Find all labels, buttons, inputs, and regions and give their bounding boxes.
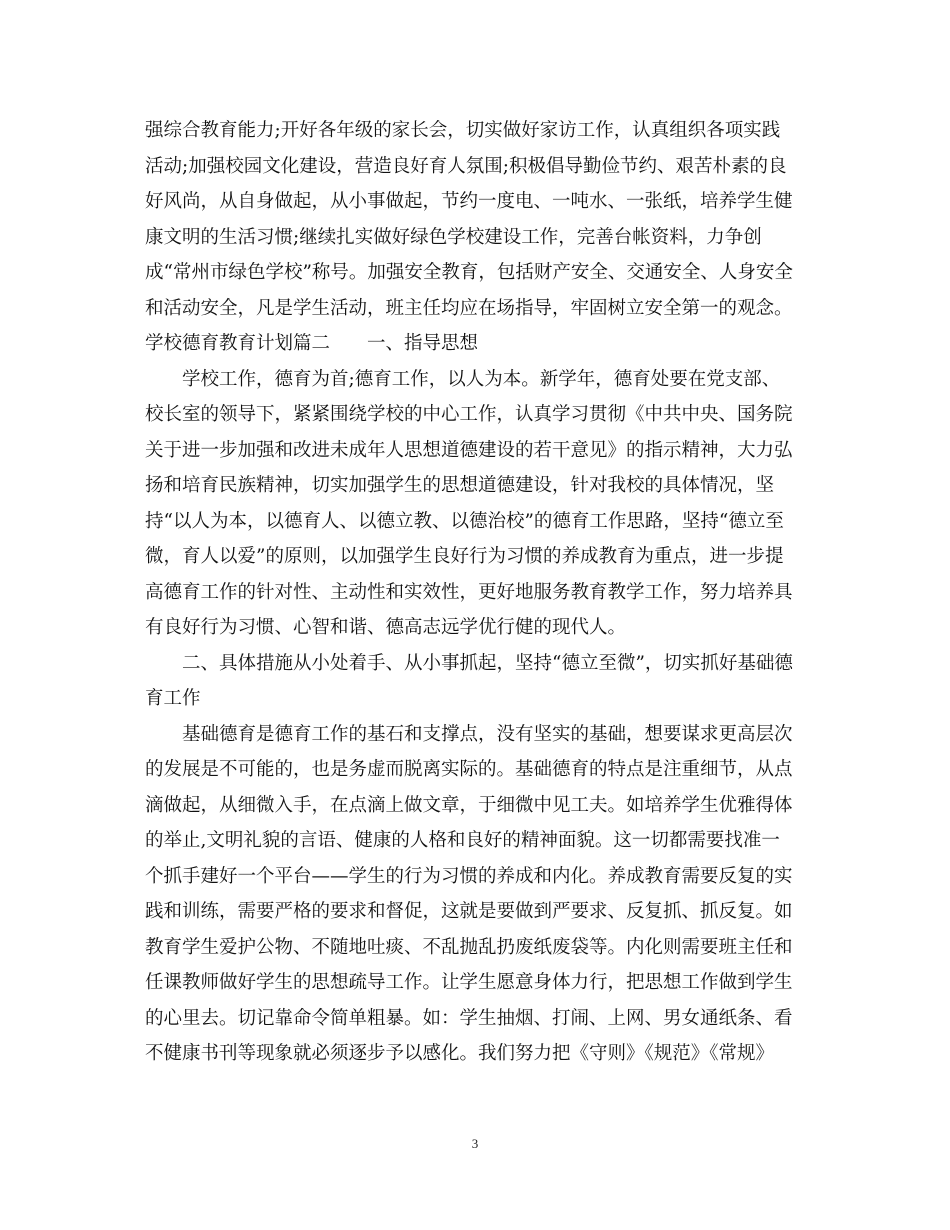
text-line: 关于进一步加强和改进未成年人思想道德建设的若干意见》的指示精神，大力弘 bbox=[145, 439, 793, 461]
text-line: 高德育工作的针对性、主动性和实效性，更好地服务教育教学工作，努力培养具 bbox=[145, 581, 793, 603]
document-body bbox=[145, 113, 805, 1072]
text-line: 活动;加强校园文化建设，营造良好育人氛围;积极倡导勤俭节约、艰苦朴素的良 bbox=[145, 155, 787, 177]
text-line: 个抓手建好一个平台——学生的行为习惯的养成和内化。养成教育需要反复的实 bbox=[145, 865, 793, 887]
text-line: 强综合教育能力;开好各年级的家长会，切实做好家访工作，认真组织各项实践 bbox=[145, 120, 781, 141]
text-line: 的心里去。切记靠命令简单粗暴。如：学生抽烟、打闹、上网、男女通纸条、看 bbox=[145, 1007, 793, 1029]
text-line: 好风尚，从自身做起，从小事做起，节约一度电、一吨水、一张纸，培养学生健 bbox=[145, 191, 793, 212]
page-number: 3 bbox=[471, 1136, 479, 1151]
text-line: 和活动安全，凡是学生活动，班主任均应在场指导，牢固树立安全第一的观念。 bbox=[145, 297, 793, 319]
text-line: 有良好行为习惯、心智和谐、德高志远学优行健的现代人。 bbox=[145, 617, 627, 638]
text-line: 持“以人为本，以德育人、以德立教、以德治校”的德育工作思路，坚持“德立至 bbox=[145, 510, 784, 532]
text-line: 育工作 bbox=[145, 688, 201, 709]
text-line: 基础德育是德育工作的基石和支撑点，没有坚实的基础，想要谋求更高层次 bbox=[182, 723, 793, 745]
text-line: 滴做起，从细微入手，在点滴上做文章，于细微中见工夫。如培养学生优雅得体 bbox=[145, 794, 793, 816]
text-line: 学校工作，德育为首;德育工作，以人为本。新学年，德育处要在党支部、 bbox=[182, 368, 781, 390]
text-line: 教育学生爱护公物、不随地吐痰、不乱抛乱扔废纸废袋等。内化则需要班主任和 bbox=[145, 936, 793, 958]
text-line: 的发展是不可能的，也是务虚而脱离实际的。基础德育的特点是注重细节，从点 bbox=[145, 759, 793, 780]
text-line: 不健康书刊等现象就必须逐步予以感化。我们努力把《守则》《规范》《常规》 bbox=[145, 1043, 775, 1064]
text-line: 扬和培育民族精神，切实加强学生的思想道德建设，针对我校的具体情况，坚 bbox=[145, 475, 775, 496]
text-line: 任课教师做好学生的思想疏导工作。让学生愿意身体力行，把思想工作做到学生 bbox=[145, 972, 793, 993]
text-line: 校长室的领导下，紧紧围绕学校的中心工作，认真学习贯彻《中共中央、国务院 bbox=[145, 404, 793, 425]
text-line: 践和训练，需要严格的要求和督促，这就是要做到严要求、反复抓、抓反复。如 bbox=[145, 901, 793, 922]
text-line: 成“常州市绿色学校”称号。加强安全教育，包括财产安全、交通安全、人身安全 bbox=[145, 262, 793, 283]
text-line: 学校德育教育计划篇二 一、指导思想 bbox=[145, 333, 479, 354]
text-line: 的举止,文明礼貌的言语、健康的人格和良好的精神面貌。这一切都需要找准一 bbox=[145, 830, 780, 851]
text-line: 二、具体措施从小处着手、从小事抓起，坚持“德立至微”，切实抓好基础德 bbox=[182, 652, 793, 674]
text-line: 康文明的生活习惯;继续扎实做好绿色学校建设工作，完善台帐资料，力争创 bbox=[145, 226, 762, 248]
text-line: 微，育人以爱”的原则，以加强学生良好行为习惯的养成教育为重点，进一步提 bbox=[145, 546, 784, 567]
